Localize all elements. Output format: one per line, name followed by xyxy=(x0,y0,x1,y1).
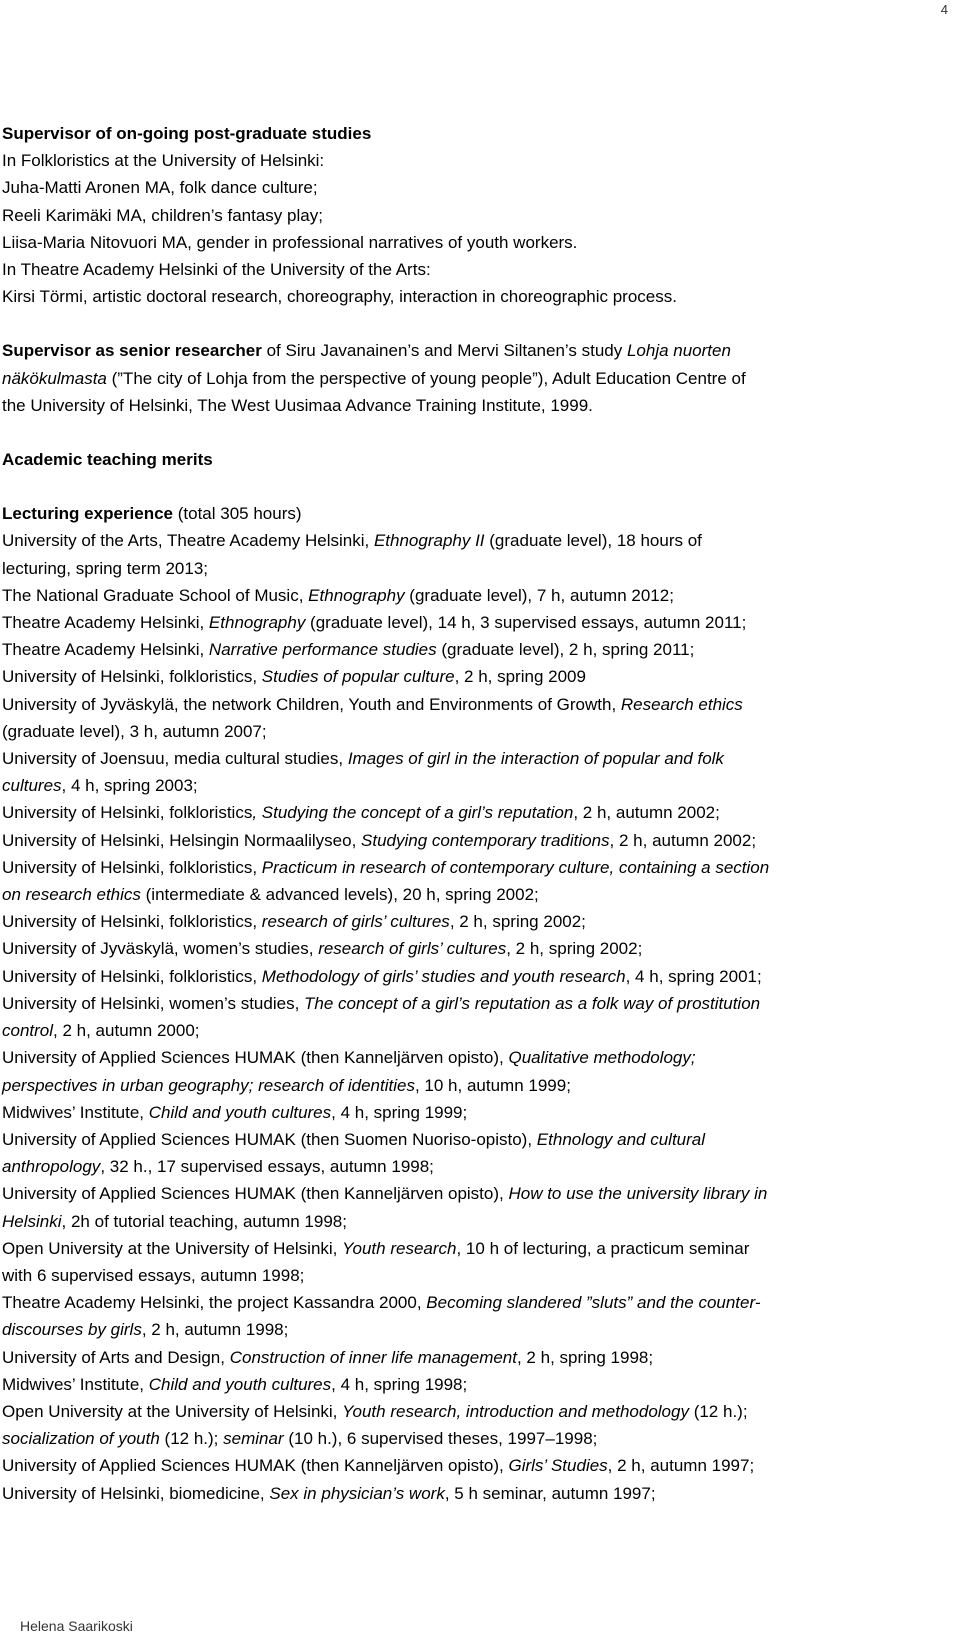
lecturing-line-segment: , 2 h, autumn 1997; xyxy=(607,1456,755,1476)
lecturing-line-segment: University of Helsinki, folkloristics, xyxy=(2,667,262,687)
lecturing-line-segment: , 2 h, autumn 1998; xyxy=(141,1320,289,1340)
lecturing-line-segment: (graduate level), 7 h, autumn 2012; xyxy=(404,585,674,605)
lecturing-line xyxy=(2,1344,950,1371)
lecturing-line-segment: University of Helsinki, folkloristics, xyxy=(2,912,262,932)
lecturing-line-segment: (10 h.), 6 supervised theses, 1997–1998; xyxy=(283,1429,598,1449)
lecturing-line-segment: Youth research xyxy=(342,1238,457,1258)
lecturing-line-segment: research of girls’ cultures xyxy=(318,939,507,959)
senior-researcher-line xyxy=(2,337,950,364)
lecturing-line xyxy=(2,1398,950,1425)
lecturing-line-segment: , 10 h of lecturing, a practicum seminar xyxy=(456,1238,750,1258)
lecturing-line-segment: perspectives in urban geography; research of identities xyxy=(2,1075,415,1095)
lecturing-line-segment: , 2 h, autumn 2000; xyxy=(53,1021,200,1041)
lecturing-list xyxy=(2,527,950,1506)
lecturing-line-segment: Images of girl in the interaction of popular and folk xyxy=(347,749,724,769)
lecturing-line-segment: Youth research, introduction and methodology xyxy=(342,1401,689,1421)
lecturing-line-segment: Narrative performance studies xyxy=(208,640,437,660)
lecturing-line-segment: Helsinki xyxy=(2,1211,62,1231)
senior-researcher-line xyxy=(2,392,950,419)
supervisor-heading: Supervisor of on-going post-graduate studies xyxy=(2,124,372,143)
lecturing-line-segment: University of Helsinki, folkloristics, xyxy=(2,857,262,877)
lecturing-line xyxy=(2,1017,950,1044)
senior-researcher-line-segment: Supervisor as senior researcher xyxy=(2,341,262,361)
lecturing-line xyxy=(2,609,950,636)
lecturing-line-segment: University of Helsinki, folkloristics xyxy=(2,803,253,823)
lecturing-line xyxy=(2,1072,950,1099)
lecturing-line-segment: , 4 h, spring 2001; xyxy=(625,966,762,986)
lecturing-line-segment: , 2 h, autumn 2002; xyxy=(573,803,720,823)
lecturing-heading-total: (total 305 hours) xyxy=(173,504,302,524)
page-number: 4 xyxy=(940,2,948,17)
lecturing-line xyxy=(2,691,950,718)
lecturing-line-segment: lecturing, spring term 2013; xyxy=(2,558,208,578)
lecturing-line-segment: (12 h.); xyxy=(159,1429,224,1449)
supervisor-line: Liisa-Maria Nitovuori MA, gender in professional narratives of youth workers. xyxy=(2,232,578,252)
senior-researcher-paragraph xyxy=(2,337,950,419)
senior-researcher-line-segment: the University of Helsinki, The West Uusimaa Advance Training Institute, 1999. xyxy=(2,395,593,415)
lecturing-line-segment: , 4 h, spring 1999; xyxy=(331,1102,468,1122)
lecturing-line-segment: seminar xyxy=(223,1429,284,1449)
lecturing-line-segment: , 2 h, spring 2009 xyxy=(454,667,586,687)
lecturing-line-segment: , 4 h, spring 1998; xyxy=(331,1374,468,1394)
spacer xyxy=(2,473,950,500)
lecturing-line xyxy=(2,745,950,772)
lecturing-line xyxy=(2,1371,950,1398)
lecturing-line-segment: , 2 h, spring 2002; xyxy=(449,912,586,932)
lecturing-heading xyxy=(2,500,950,527)
senior-researcher-line-segment: näkökulmasta xyxy=(2,368,107,388)
lecturing-line-segment: University of Applied Sciences HUMAK (then Suomen Nuoriso-opisto), xyxy=(2,1129,537,1149)
supervisor-line: Juha-Matti Aronen MA, folk dance culture; xyxy=(2,178,318,198)
lecturing-line-segment: Theatre Academy Helsinki, xyxy=(2,613,209,633)
spacer xyxy=(2,310,950,337)
lecturing-line xyxy=(2,1289,950,1316)
lecturing-line-segment: Ethnography II xyxy=(373,531,485,551)
lecturing-line-segment: The National Graduate School of Music, xyxy=(2,585,309,605)
lecturing-line xyxy=(2,1044,950,1071)
lecturing-line-segment: with 6 supervised essays, autumn 1998; xyxy=(2,1265,305,1285)
lecturing-line-segment: , 4 h, spring 2003; xyxy=(61,776,198,796)
lecturing-line xyxy=(2,1099,950,1126)
lecturing-line xyxy=(2,1180,950,1207)
lecturing-line-segment: , 32 h., 17 supervised essays, autumn 1998; xyxy=(100,1157,434,1177)
lecturing-line-segment: (graduate level), 14 h, 3 supervised essays, autumn 2011; xyxy=(305,613,747,633)
lecturing-line-segment: Becoming slandered ”sluts” and the counter- xyxy=(426,1293,761,1313)
lecturing-line xyxy=(2,935,950,962)
senior-researcher-line-segment: Lohja nuorten xyxy=(626,341,731,361)
lecturing-line-segment: Qualitative methodology; xyxy=(508,1048,696,1068)
lecturing-line-segment: Child and youth cultures xyxy=(148,1102,332,1122)
supervisor-line: Kirsi Törmi, artistic doctoral research, choreography, interaction in choreographic process. xyxy=(2,287,677,307)
lecturing-line xyxy=(2,963,950,990)
lecturing-line-segment: , Studying the concept of a girl’s reputation xyxy=(252,803,574,823)
senior-researcher-line-segment: of Siru Javanainen’s and Mervi Siltanen’s study xyxy=(261,341,627,361)
document-body xyxy=(2,120,950,1507)
lecturing-line xyxy=(2,1208,950,1235)
lecturing-line-segment: University of Joensuu, media cultural studies, xyxy=(2,749,348,769)
footer-author: Helena Saarikoski xyxy=(20,1618,133,1634)
supervisor-line: Reeli Karimäki MA, children’s fantasy play; xyxy=(2,205,323,225)
lecturing-line-segment: University of Applied Sciences HUMAK (then Kanneljärven opisto), xyxy=(2,1184,509,1204)
lecturing-line-segment: University of the Arts, Theatre Academy Helsinki, xyxy=(2,531,374,551)
lecturing-line-segment: Ethnography xyxy=(208,613,306,633)
lecturing-line-segment: on research ethics xyxy=(2,885,141,905)
lecturing-line-segment: Research ethics xyxy=(620,694,743,714)
lecturing-line xyxy=(2,1480,950,1507)
lecturing-line-segment: University of Jyväskylä, the network Children, Youth and Environments of Growth, xyxy=(2,694,621,714)
lecturing-line-segment: Ethnography xyxy=(308,585,405,605)
lecturing-line-segment: How to use the university library in xyxy=(508,1184,768,1204)
lecturing-line xyxy=(2,1126,950,1153)
lecturing-line xyxy=(2,718,950,745)
lecturing-line xyxy=(2,555,950,582)
lecturing-line xyxy=(2,1262,950,1289)
lecturing-line-segment: Construction of inner life management xyxy=(229,1347,517,1367)
lecturing-line-segment: Theatre Academy Helsinki, the project Kassandra 2000, xyxy=(2,1293,427,1313)
lecturing-line xyxy=(2,1235,950,1262)
lecturing-line xyxy=(2,772,950,799)
lecturing-line-segment: Studying contemporary traditions xyxy=(361,830,610,850)
lecturing-line xyxy=(2,1425,950,1452)
lecturing-line xyxy=(2,908,950,935)
lecturing-line-segment: University of Helsinki, folkloristics, xyxy=(2,966,262,986)
supervisor-line: In Folkloristics at the University of Helsinki: xyxy=(2,151,325,171)
lecturing-line-segment: discourses by girls xyxy=(2,1320,142,1340)
lecturing-line xyxy=(2,527,950,554)
lecturing-line-segment: (graduate level), 2 h, spring 2011; xyxy=(436,640,695,660)
lecturing-line-segment: research of girls’ cultures xyxy=(261,912,450,932)
lecturing-line-segment: (intermediate & advanced levels), 20 h, spring 2002; xyxy=(140,885,539,905)
lecturing-line-segment: University of Applied Sciences HUMAK (then Kanneljärven opisto), xyxy=(2,1048,509,1068)
lecturing-line xyxy=(2,582,950,609)
lecturing-line-segment: cultures xyxy=(2,776,62,796)
lecturing-line-segment: (graduate level), 18 hours of xyxy=(484,531,702,551)
senior-researcher-line-segment: (”The city of Lohja from the perspective of young people”), Adult Education Centre of xyxy=(106,368,746,388)
lecturing-line-segment: , 10 h, autumn 1999; xyxy=(414,1075,571,1095)
lecturing-line-segment: Methodology of girls’ studies and youth research xyxy=(261,966,626,986)
lecturing-line xyxy=(2,881,950,908)
spacer xyxy=(2,419,950,446)
lecturing-line-segment: , 5 h seminar, autumn 1997; xyxy=(444,1483,656,1503)
lecturing-line-segment: University of Helsinki, Helsingin Normaalilyseo, xyxy=(2,830,362,850)
lecturing-line-segment: Open University at the University of Helsinki, xyxy=(2,1401,343,1421)
lecturing-line-segment: Theatre Academy Helsinki, xyxy=(2,640,209,660)
lecturing-line-segment: Midwives’ Institute, xyxy=(2,1102,149,1122)
lecturing-line-segment: Sex in physician’s work xyxy=(269,1483,445,1503)
lecturing-line-segment: Midwives’ Institute, xyxy=(2,1374,149,1394)
academic-teaching-heading: Academic teaching merits xyxy=(2,450,213,470)
lecturing-line-segment: Ethnology and cultural xyxy=(536,1129,706,1149)
lecturing-line xyxy=(2,1153,950,1180)
lecturing-line-segment: University of Helsinki, women’s studies, xyxy=(2,993,305,1013)
lecturing-line xyxy=(2,663,950,690)
lecturing-line-segment: University of Arts and Design, xyxy=(2,1347,230,1367)
lecturing-line xyxy=(2,990,950,1017)
lecturing-line-segment: Girls’ Studies xyxy=(508,1456,608,1476)
lecturing-heading-bold: Lecturing experience xyxy=(2,504,174,524)
lecturing-line-segment: University of Helsinki, biomedicine, xyxy=(2,1483,270,1503)
lecturing-line-segment: control xyxy=(2,1021,54,1041)
lecturing-line-segment: The concept of a girl’s reputation as a folk way of prostitution xyxy=(304,993,761,1013)
lecturing-line xyxy=(2,854,950,881)
lecturing-line xyxy=(2,827,950,854)
lecturing-line-segment: Open University at the University of Helsinki, xyxy=(2,1238,343,1258)
lecturing-line-segment: Child and youth cultures xyxy=(148,1374,332,1394)
lecturing-line xyxy=(2,636,950,663)
lecturing-line-segment: anthropology xyxy=(2,1157,101,1177)
lecturing-line xyxy=(2,799,950,826)
lecturing-line-segment: socialization of youth xyxy=(2,1429,160,1449)
supervisor-line: In Theatre Academy Helsinki of the University of the Arts: xyxy=(2,260,431,280)
lecturing-line-segment: University of Jyväskylä, women’s studies, xyxy=(2,939,319,959)
supervisor-list xyxy=(2,147,950,310)
lecturing-line xyxy=(2,1452,950,1479)
lecturing-line-segment: , 2 h, spring 1998; xyxy=(516,1347,654,1367)
lecturing-line-segment: Studies of popular culture xyxy=(261,667,455,687)
lecturing-line-segment: , 2 h, spring 2002; xyxy=(506,939,643,959)
lecturing-line-segment: (12 h.); xyxy=(688,1401,748,1421)
lecturing-line-segment: Practicum in research of contemporary culture, containing a section xyxy=(261,857,770,877)
lecturing-line-segment: , 2 h, autumn 2002; xyxy=(609,830,757,850)
lecturing-line-segment: University of Applied Sciences HUMAK (then Kanneljärven opisto), xyxy=(2,1456,509,1476)
lecturing-line-segment: (graduate level), 3 h, autumn 2007; xyxy=(2,721,267,741)
senior-researcher-line xyxy=(2,365,950,392)
lecturing-line-segment: , 2h of tutorial teaching, autumn 1998; xyxy=(61,1211,347,1231)
lecturing-line xyxy=(2,1316,950,1343)
